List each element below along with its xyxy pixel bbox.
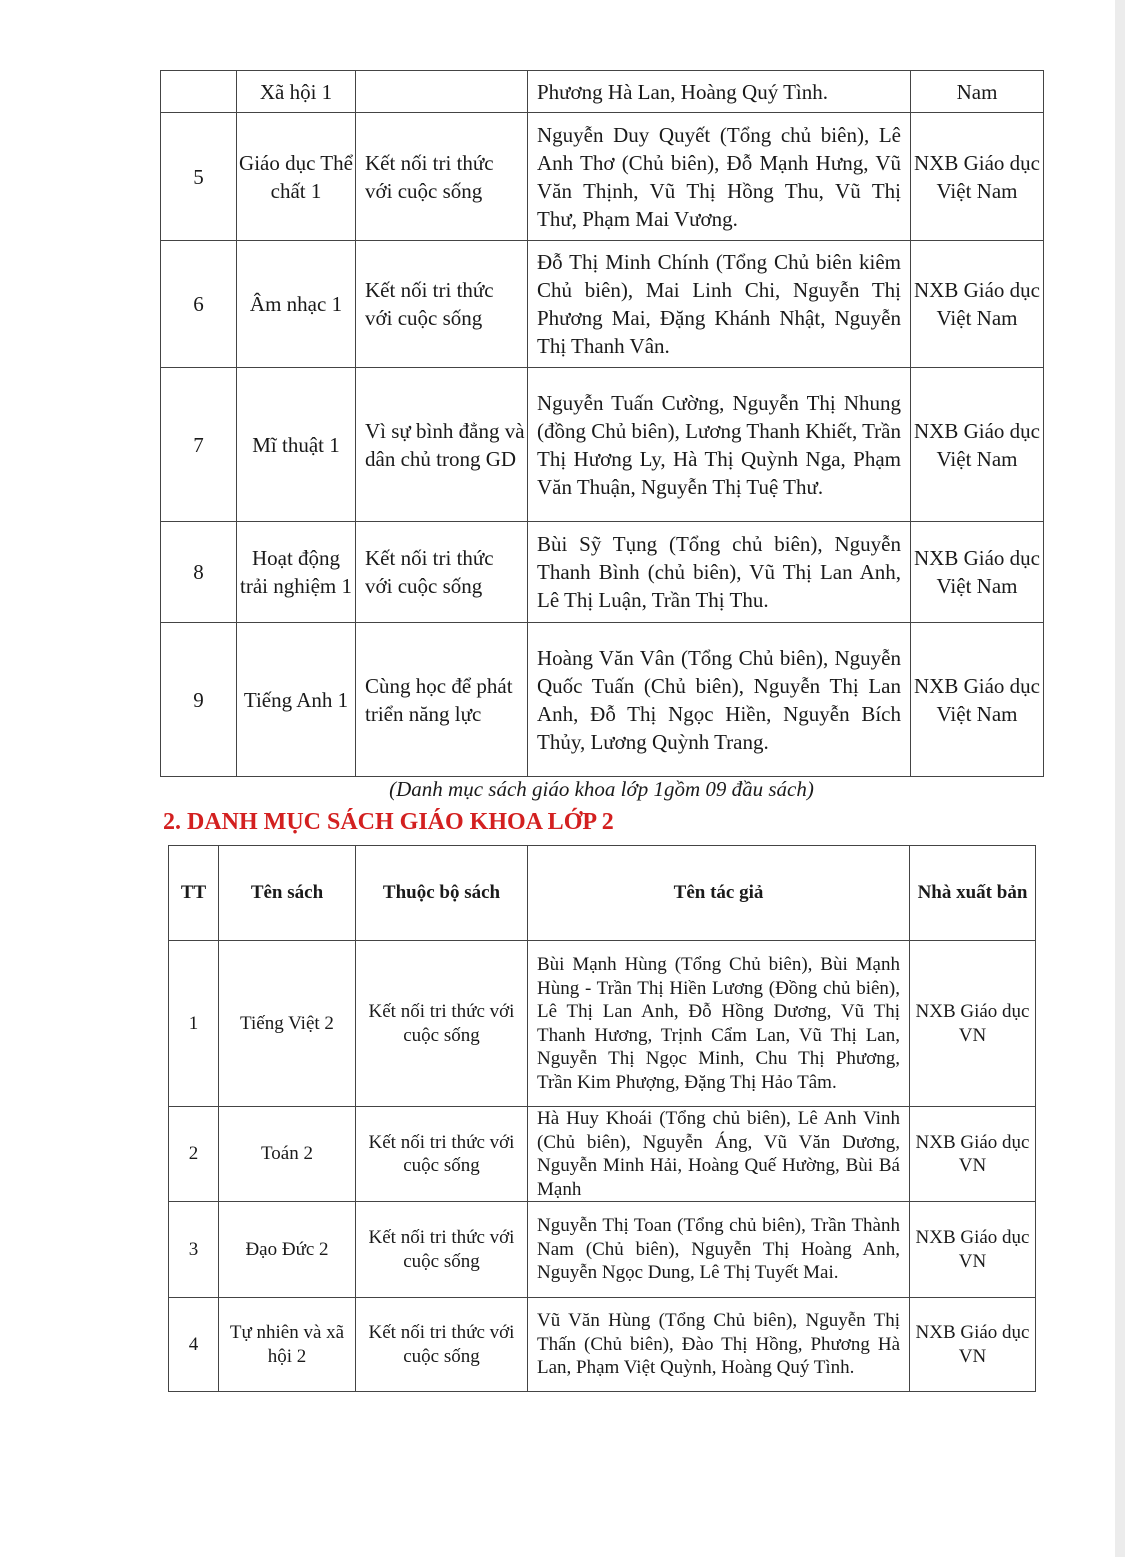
authors: Vũ Văn Hùng (Tổng Chủ biên), Nguyễn Thị Thấn (Chủ biên), Đào Thị Hồng, Phương Hà Lan, Phạm Việt Quỳnh, Hoàng Quý Tình. <box>528 1298 910 1392</box>
book-series: Kết nối tri thức với cuộc sống <box>356 1298 528 1392</box>
table-row <box>161 113 1044 241</box>
book-name: Giáo dục Thể chất 1 <box>237 113 356 241</box>
grade2-books-table <box>168 845 1036 1392</box>
row-number: 7 <box>161 368 237 522</box>
section-heading: 2. DANH MỤC SÁCH GIÁO KHOA LỚP 2 <box>163 809 614 835</box>
authors: Nguyễn Tuấn Cường, Nguyễn Thị Nhung (đồng Chủ biên), Lương Thanh Khiết, Trần Thị Hương Ly, Hà Thị Quỳnh Nga, Phạm Văn Thuận, Nguyễn Thị Tuệ Thư. <box>528 368 911 522</box>
page-edge <box>1115 0 1125 1557</box>
book-series: Kết nối tri thức với cuộc sống <box>356 941 528 1107</box>
publisher: NXB Giáo dục Việt Nam <box>911 241 1044 368</box>
publisher: NXB Giáo dục VN <box>910 941 1036 1107</box>
book-series: Kết nối tri thức với cuộc sống <box>356 522 528 623</box>
table-row <box>169 1107 1036 1202</box>
table-caption: (Danh mục sách giáo khoa lớp 1gồm 09 đầu sách) <box>389 777 814 801</box>
table-row <box>169 1298 1036 1392</box>
table-row <box>161 368 1044 522</box>
book-name: Tiếng Việt 2 <box>219 941 356 1107</box>
authors: Bùi Mạnh Hùng (Tổng Chủ biên), Bùi Mạnh Hùng - Trần Thị Hiền Lương (Đồng chủ biên), Lê Thị Lan Anh, Đỗ Hồng Dương, Vũ Thị Thanh Hương, Trịnh Cẩm Lan, Vũ Thị Lan, Nguyễn Thị Ngọc Minh, Chu Thị Phương, Trần Kim Phượng, Đặng Thị Hảo Tâm. <box>528 941 910 1107</box>
book-name: Xã hội 1 <box>237 71 356 113</box>
authors: Nguyễn Duy Quyết (Tổng chủ biên), Lê Anh Thơ (Chủ biên), Đỗ Mạnh Hưng, Vũ Văn Thịnh, Vũ Thị Hồng Thu, Vũ Thị Thư, Phạm Mai Vương. <box>528 113 911 241</box>
book-name: Tự nhiên và xã hội 2 <box>219 1298 356 1392</box>
book-series: Kết nối tri thức với cuộc sống <box>356 1202 528 1298</box>
book-series: Kết nối tri thức với cuộc sống <box>356 113 528 241</box>
table-row <box>161 522 1044 623</box>
table-row <box>169 1202 1036 1298</box>
row-number: 3 <box>169 1202 219 1298</box>
book-series: Vì sự bình đẳng và dân chủ trong GD <box>356 368 528 522</box>
header-book-name: Tên sách <box>219 846 356 941</box>
header-tt: TT <box>169 846 219 941</box>
book-series: Kết nối tri thức với cuộc sống <box>356 241 528 368</box>
row-number: 6 <box>161 241 237 368</box>
publisher: NXB Giáo dục Việt Nam <box>911 368 1044 522</box>
publisher: Nam <box>911 71 1044 113</box>
publisher: NXB Giáo dục Việt Nam <box>911 113 1044 241</box>
authors: Nguyễn Thị Toan (Tổng chủ biên), Trần Thành Nam (Chủ biên), Nguyễn Thị Hoàng Anh, Nguyễn Ngọc Dung, Lê Thị Tuyết Mai. <box>528 1202 910 1298</box>
publisher: NXB Giáo dục Việt Nam <box>911 623 1044 777</box>
authors: Hà Huy Khoái (Tổng chủ biên), Lê Anh Vinh (Chủ biên), Nguyễn Áng, Vũ Văn Dương, Nguyễn Minh Hải, Hoàng Quế Hường, Bùi Bá Mạnh <box>528 1107 910 1202</box>
publisher: NXB Giáo dục VN <box>910 1107 1036 1202</box>
table-row <box>161 241 1044 368</box>
publisher: NXB Giáo dục VN <box>910 1298 1036 1392</box>
book-name: Toán 2 <box>219 1107 356 1202</box>
book-name: Hoạt động trải nghiệm 1 <box>237 522 356 623</box>
row-number <box>161 71 237 113</box>
header-series: Thuộc bộ sách <box>356 846 528 941</box>
table-row <box>169 941 1036 1107</box>
row-number: 1 <box>169 941 219 1107</box>
book-series: Kết nối tri thức với cuộc sống <box>356 1107 528 1202</box>
authors: Đỗ Thị Minh Chính (Tổng Chủ biên kiêm Chủ biên), Mai Linh Chi, Nguyễn Thị Phương Mai, Đặng Khánh Nhật, Nguyễn Thị Thanh Vân. <box>528 241 911 368</box>
header-publisher: Nhà xuất bản <box>910 846 1036 941</box>
book-name: Âm nhạc 1 <box>237 241 356 368</box>
book-name: Mĩ thuật 1 <box>237 368 356 522</box>
publisher: NXB Giáo dục Việt Nam <box>911 522 1044 623</box>
row-number: 8 <box>161 522 237 623</box>
book-series <box>356 71 528 113</box>
grade1-books-table <box>160 70 1044 777</box>
row-number: 2 <box>169 1107 219 1202</box>
table-header-row <box>169 846 1036 941</box>
row-number: 9 <box>161 623 237 777</box>
table-row <box>161 623 1044 777</box>
authors: Hoàng Văn Vân (Tổng Chủ biên), Nguyễn Quốc Tuấn (Chủ biên), Nguyễn Thị Lan Anh, Đỗ Thị Ngọc Hiền, Nguyễn Bích Thủy, Lương Quỳnh Trang. <box>528 623 911 777</box>
book-series: Cùng học để phát triển năng lực <box>356 623 528 777</box>
row-number: 4 <box>169 1298 219 1392</box>
table-row <box>161 71 1044 113</box>
row-number: 5 <box>161 113 237 241</box>
header-authors: Tên tác giả <box>528 846 910 941</box>
book-name: Đạo Đức 2 <box>219 1202 356 1298</box>
authors: Phương Hà Lan, Hoàng Quý Tình. <box>528 71 911 113</box>
book-name: Tiếng Anh 1 <box>237 623 356 777</box>
authors: Bùi Sỹ Tụng (Tổng chủ biên), Nguyễn Thanh Bình (chủ biên), Vũ Thị Lan Anh, Lê Thị Luận, Trần Thị Thu. <box>528 522 911 623</box>
publisher: NXB Giáo dục VN <box>910 1202 1036 1298</box>
